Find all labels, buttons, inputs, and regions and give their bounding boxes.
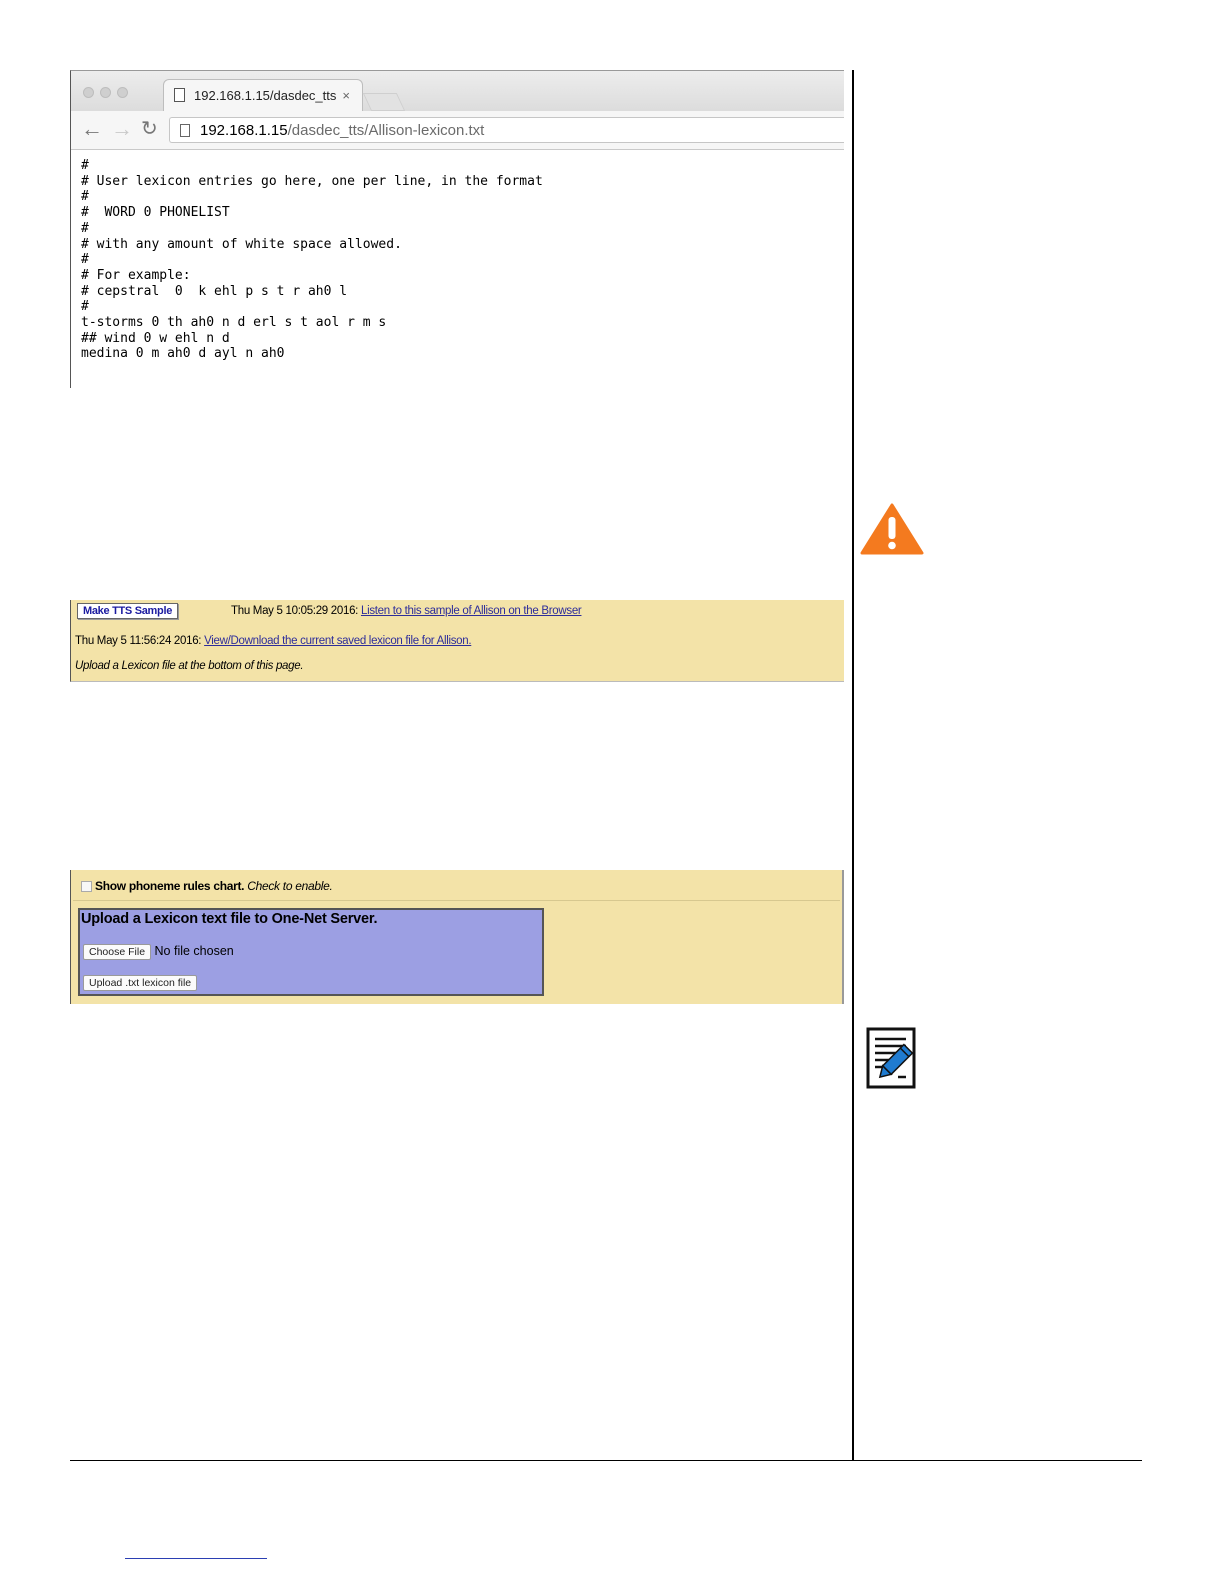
lexicon-file-content	[71, 150, 844, 362]
url-path: /dasdec_tts/Allison-lexicon.txt	[287, 122, 485, 139]
phoneme-chart-label: Show phoneme rules chart.	[95, 879, 245, 893]
zoom-window-dot[interactable]	[117, 87, 128, 98]
file-line: #	[81, 189, 89, 205]
new-tab-button[interactable]	[363, 93, 405, 111]
listen-sample-link[interactable]: Listen to this sample of Allison on the Browser	[360, 605, 582, 617]
make-tts-sample-button[interactable]: Make TTS Sample	[77, 603, 178, 619]
upload-button-row	[83, 975, 197, 991]
phoneme-chart-checkbox[interactable]	[81, 881, 92, 892]
forward-arrow-icon[interactable]: →	[111, 116, 133, 141]
page-icon	[180, 124, 190, 137]
file-line: # WORD 0 PHONELIST	[81, 205, 230, 221]
close-window-dot[interactable]	[83, 87, 94, 98]
file-line: # with any amount of white space allowed.	[81, 236, 402, 252]
footer-link-underline	[125, 1558, 267, 1559]
sample-row	[231, 605, 581, 617]
browser-toolbar	[71, 111, 844, 150]
upload-box	[78, 908, 544, 996]
file-line: #	[81, 220, 89, 236]
back-arrow-icon[interactable]: ←	[81, 116, 103, 141]
document-icon	[174, 88, 185, 102]
upload-box-title: Upload a Lexicon text file to One-Net Server.	[81, 911, 378, 927]
file-chooser-row	[83, 944, 234, 960]
file-line: # User lexicon entries go here, one per line, in the format	[81, 173, 543, 189]
address-bar[interactable]	[169, 117, 844, 143]
upload-note: Upload a Lexicon file at the bottom of this page.	[75, 660, 304, 672]
lexicon-row	[75, 635, 471, 647]
sample-date: Thu May 5 10:05:29 2016:	[231, 605, 361, 617]
file-line: #	[81, 158, 89, 173]
upload-lexicon-button[interactable]: Upload .txt lexicon file	[83, 975, 197, 991]
browser-tab[interactable]	[163, 79, 363, 111]
choose-file-button[interactable]: Choose File	[83, 944, 151, 960]
file-line: ## wind 0 w ehl n d	[81, 330, 230, 346]
lexicon-date: Thu May 5 11:56:24 2016:	[75, 635, 205, 647]
file-line: # For example:	[81, 267, 191, 283]
warning-icon	[860, 503, 924, 555]
note-icon	[866, 1027, 918, 1089]
file-line: #	[81, 299, 89, 315]
file-line: #	[81, 252, 89, 268]
panel-divider	[73, 900, 840, 901]
no-file-status: No file chosen	[154, 944, 234, 958]
tab-close-icon[interactable]: ×	[342, 88, 350, 103]
url-host: 192.168.1.15	[200, 122, 288, 139]
file-line: # cepstral 0 k ehl p s t r ah0 l	[81, 283, 348, 299]
file-line: t-storms 0 th ah0 n d erl s t aol r m s	[81, 315, 387, 331]
reload-icon[interactable]: ↻	[141, 118, 158, 140]
window-controls	[83, 85, 134, 103]
tts-sample-panel	[70, 600, 844, 682]
minimize-window-dot[interactable]	[100, 87, 111, 98]
footer-rule	[70, 1460, 1142, 1461]
phoneme-chart-hint: Check to enable.	[244, 879, 333, 893]
upload-lexicon-panel	[70, 870, 844, 1004]
tab-bar	[71, 71, 844, 111]
browser-screenshot	[70, 70, 844, 388]
tab-title: 192.168.1.15/dasdec_tts	[194, 88, 337, 103]
margin-vertical-rule	[852, 70, 854, 1460]
view-download-lexicon-link[interactable]: View/Download the current saved lexicon file for Allison.	[204, 635, 472, 647]
phoneme-chart-row	[81, 876, 333, 898]
file-line: medina 0 m ah0 d ayl n ah0	[81, 346, 285, 362]
